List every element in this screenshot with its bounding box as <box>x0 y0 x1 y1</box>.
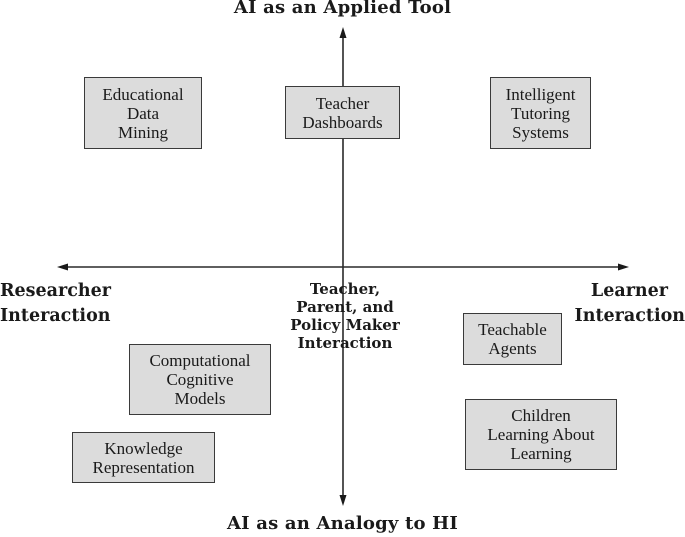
box-text-line: Knowledge <box>104 438 183 458</box>
arrow-up-icon <box>340 27 347 38</box>
axis-bottom-text: AI as an Analogy to HI <box>226 513 459 534</box>
box-text-line: Tutoring <box>511 103 570 123</box>
box-text-line: Systems <box>512 122 569 142</box>
box-text-line: Mining <box>117 122 169 142</box>
box-computational-cognitive-models <box>129 344 271 415</box>
box-children-learning-about-learning <box>465 399 617 470</box>
box-text-line: Dashboards <box>302 112 383 132</box>
box-intelligent-tutoring-systems <box>490 77 591 149</box>
center-line-4: Interaction <box>297 334 393 352</box>
box-text-line: Agents <box>488 339 537 358</box>
box-text-line: Computational <box>149 351 251 370</box>
axis-right-line-2: Interaction <box>574 306 685 326</box>
axis-title-right <box>575 279 685 329</box>
axis-title-left <box>0 279 111 329</box>
box-teachable-agents <box>463 313 562 365</box>
box-educational-data-mining <box>84 77 202 149</box>
box-text-line: Data <box>126 103 160 123</box>
center-label <box>263 280 427 352</box>
center-line-3: Policy Maker <box>290 316 400 334</box>
axis-right-line-1: Learner <box>590 281 668 301</box>
box-text-line: Representation <box>92 457 195 477</box>
box-text-line: Intelligent <box>505 84 576 104</box>
box-text-line: Learning About <box>487 425 595 444</box>
box-text-line: Learning <box>510 444 572 463</box>
axis-left-line-2: Interaction <box>0 306 111 326</box>
box-text-line: Teachable <box>478 320 547 339</box>
box-text-line: Educational <box>102 84 184 104</box>
box-text-line: Cognitive <box>166 370 234 389</box>
box-teacher-dashboards <box>285 86 400 139</box>
arrow-left-icon <box>57 264 68 271</box>
axis-left-line-1: Researcher <box>0 281 111 301</box>
box-text-line: Children <box>511 406 571 425</box>
axis-top-text: AI as an Applied Tool <box>233 0 452 18</box>
box-knowledge-representation <box>72 432 215 483</box>
arrow-down-icon <box>340 495 347 506</box>
center-line-1: Teacher, <box>309 280 381 298</box>
axis-title-top <box>0 0 685 18</box>
axis-title-bottom <box>0 513 685 534</box>
box-text-line: Models <box>174 389 226 408</box>
box-text-line: Teacher <box>315 93 370 113</box>
arrow-right-icon <box>618 264 629 271</box>
center-line-2: Parent, and <box>296 298 394 316</box>
